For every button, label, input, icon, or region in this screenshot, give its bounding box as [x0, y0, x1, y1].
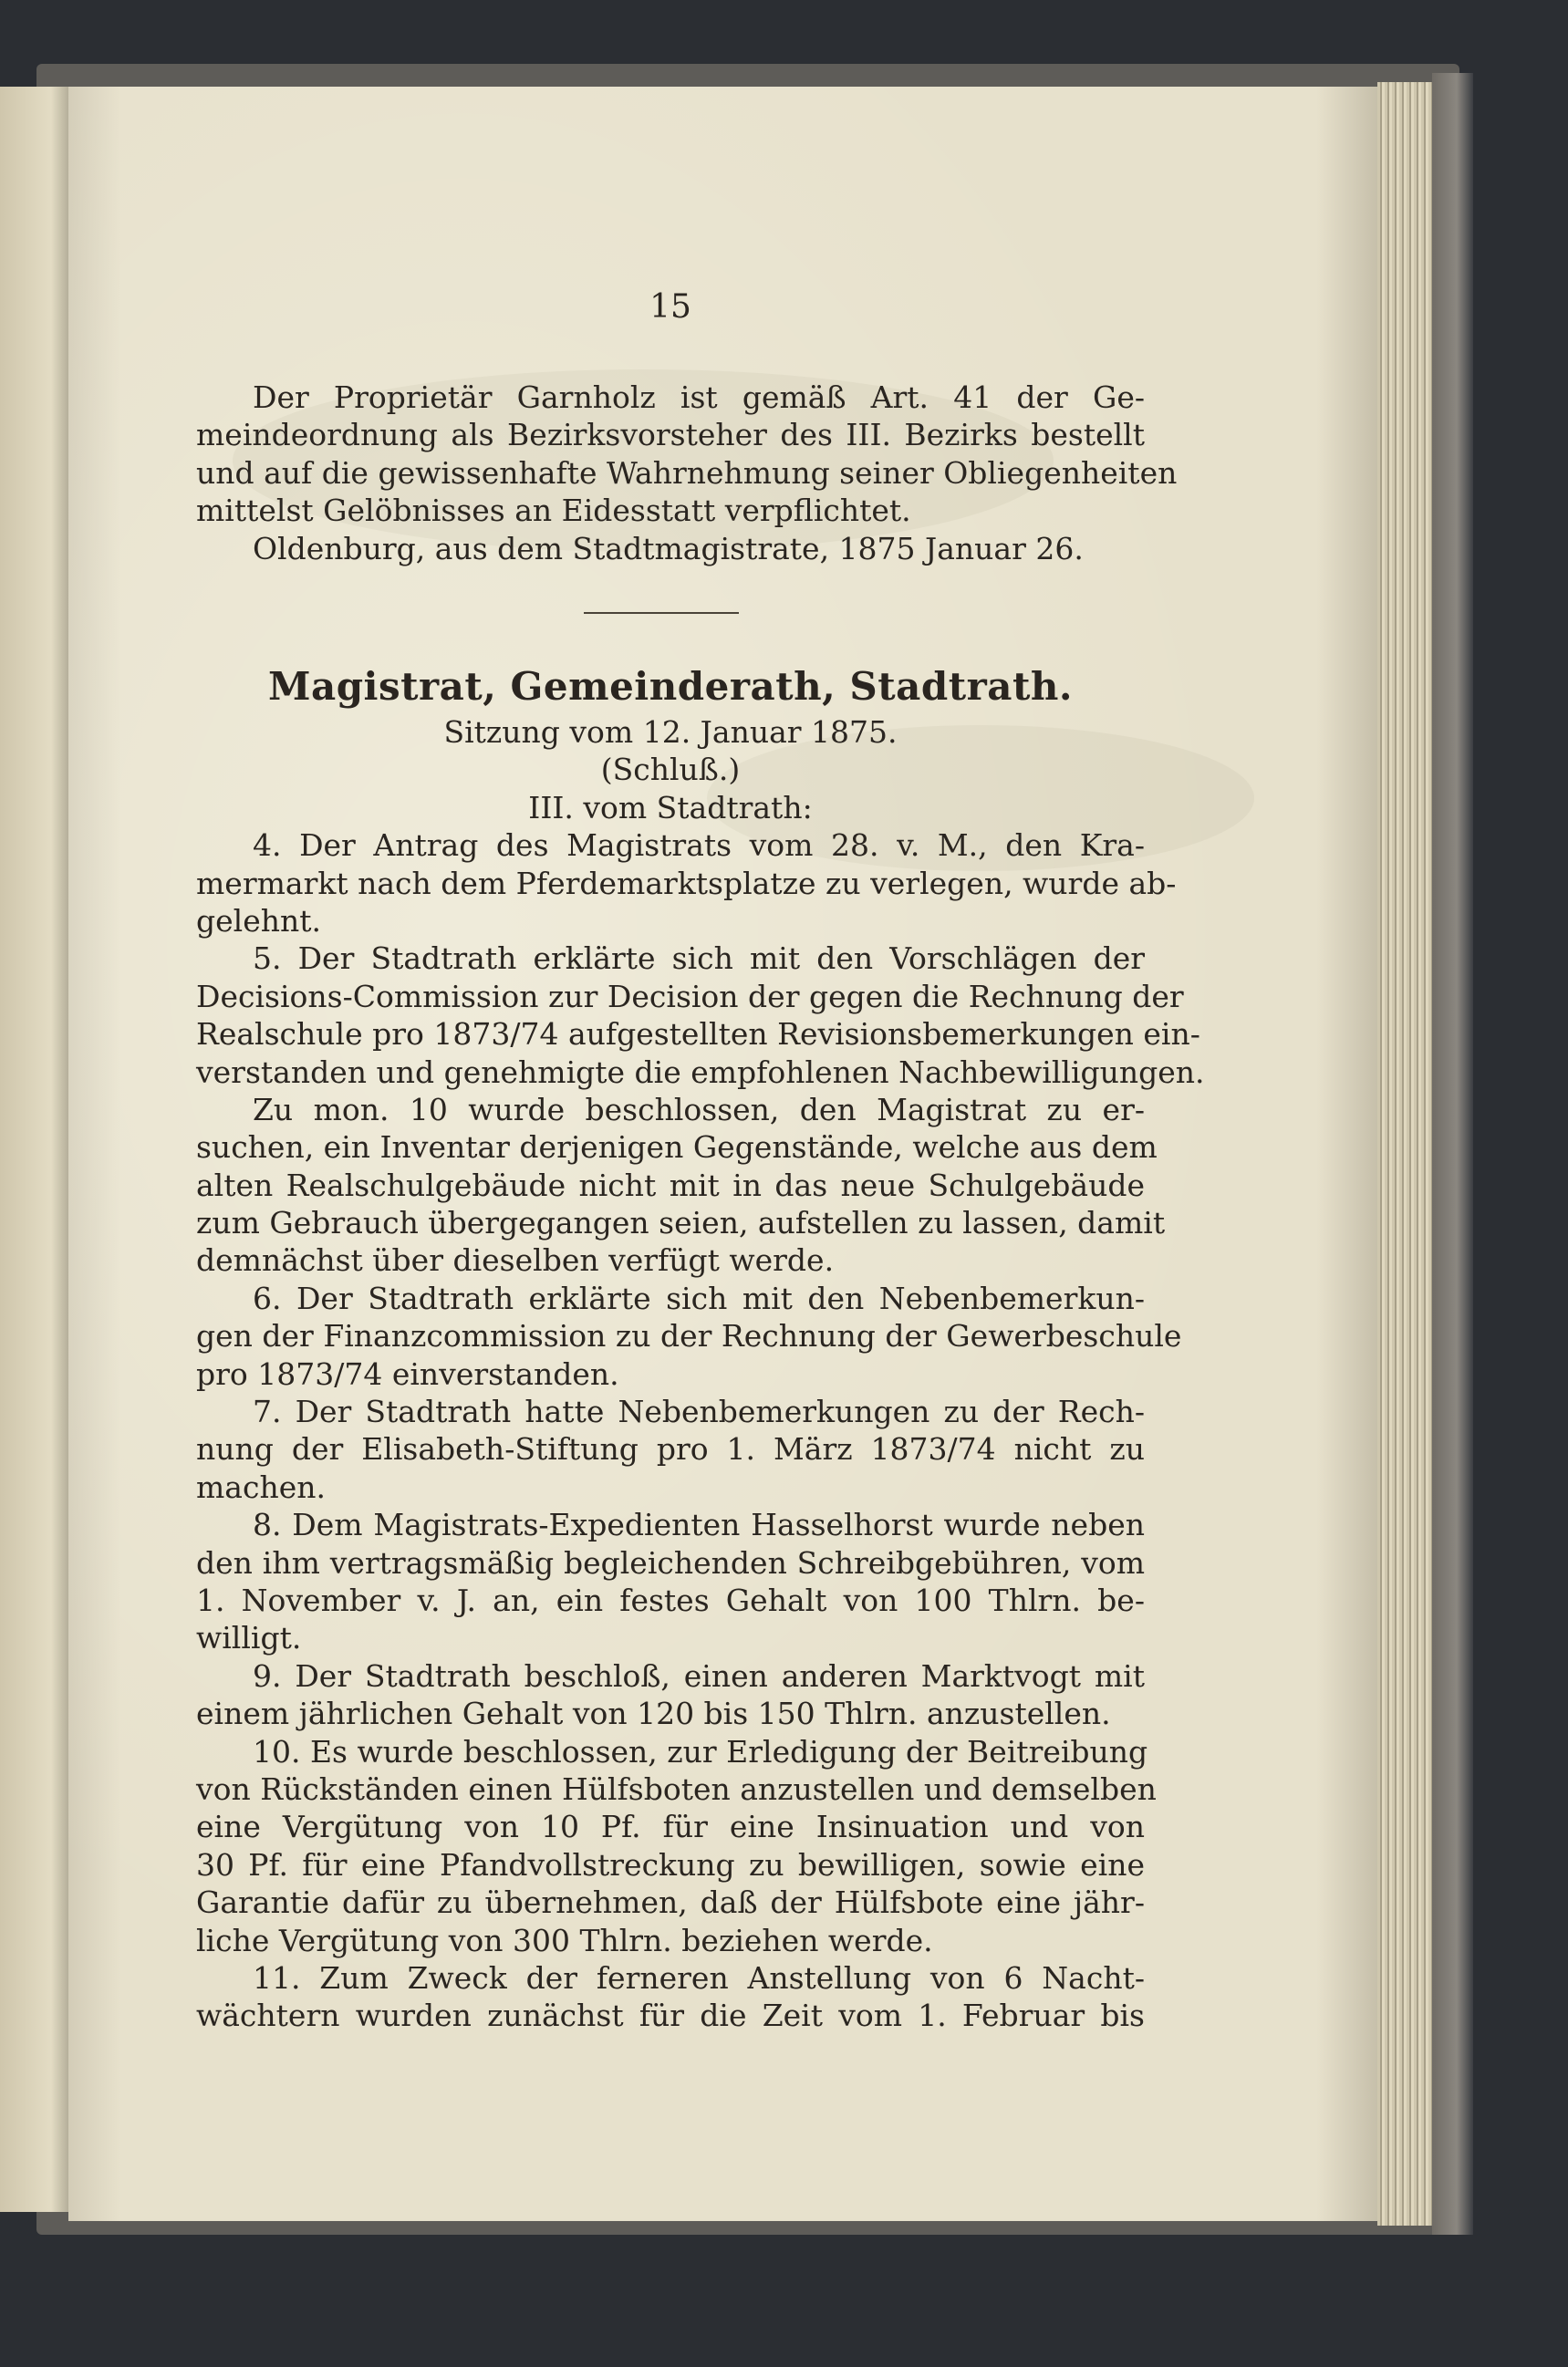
section-heading: Magistrat, Gemeinderath, Stadtrath. [267, 664, 1074, 709]
text-line: und auf die gewissenhafte Wahrnehmung seiner Obliegenheiten [196, 454, 1178, 491]
text-line: mittelst Gelöbnisses an Eidesstatt verpflichtet. [196, 493, 911, 529]
text-line: zum Gebrauch übergegangen seien, aufstellen zu lassen, damit [196, 1205, 1166, 1241]
text-line: 10. Es wurde beschlossen, zur Erledigung der Beitreibung [253, 1733, 1148, 1770]
text-line: mermarkt nach dem Pferdemarktsplatze zu verlegen, wurde ab- [196, 865, 1177, 901]
text-line: meindeordnung als Bezirksvorsteher des III. Bezirks bestellt [196, 417, 1145, 453]
text-line: Realschule pro 1873/74 aufgestellten Revisionsbemerkungen ein- [196, 1016, 1200, 1053]
section-divider-rule [584, 612, 739, 614]
page-number: 15 [649, 288, 691, 326]
book-spine-strip [1432, 73, 1473, 2235]
text-line: 1. November v. J. an, ein festes Gehalt von 100 Thlrn. be- [196, 1582, 1145, 1618]
page-text [196, 379, 1178, 567]
text-line: den ihm vertragsmäßig begleichenden Schreibgebühren, vom [196, 1544, 1145, 1581]
text-line: 11. Zum Zweck der ferneren Anstellung von 6 Nacht- [253, 1959, 1145, 1996]
text-line: von Rückständen einen Hülfsboten anzustellen und demselben [196, 1770, 1157, 1807]
body-paragraphs [196, 826, 1205, 2035]
text-line: 9. Der Stadtrath beschloß, einen anderen Marktvogt mit [253, 1657, 1145, 1694]
text-line: 30 Pf. für eine Pfandvollstreckung zu bewilligen, sowie eine [196, 1846, 1145, 1883]
section-block [196, 660, 1205, 2035]
text-line: alten Realschulgebäude nicht mit in das neue Schulgebäude [196, 1167, 1145, 1203]
text-line: liche Vergütung von 300 Thlrn. beziehen werde. [196, 1922, 933, 1958]
text-line: gelehnt. [196, 902, 321, 939]
session-subheading: Sitzung vom 12. Januar 1875. [443, 714, 898, 750]
subsection-title: III. vom Stadtrath: [528, 789, 813, 825]
text-line: wächtern wurden zunächst für die Zeit vom 1. Februar bis [196, 1998, 1145, 2034]
text-line: eine Vergütung von 10 Pf. für eine Insinuation und von [196, 1809, 1145, 1845]
text-line: Garantie dafür zu übernehmen, daß der Hülfsbote eine jähr- [196, 1884, 1145, 1921]
text-line: pro 1873/74 einverstanden. [196, 1355, 619, 1392]
text-line: 5. Der Stadtrath erklärte sich mit den Vorschlägen der [253, 940, 1145, 977]
text-line: willigt. [196, 1620, 302, 1656]
text-line: demnächst über dieselben verfügt werde. [196, 1242, 835, 1279]
text-line: Decisions-Commission zur Decision der gegen die Rechnung der [196, 978, 1184, 1014]
dateline: Oldenburg, aus dem Stadtmagistrate, 1875 Januar 26. [253, 530, 1084, 566]
text-line: 4. Der Antrag des Magistrats vom 28. v. M., den Kra- [253, 827, 1145, 864]
text-line: Zu mon. 10 wurde beschlossen, den Magistrat zu er- [253, 1091, 1145, 1127]
text-line: einem jährlichen Gehalt von 120 bis 150 Thlrn. anzustellen. [196, 1696, 1111, 1732]
text-line: 6. Der Stadtrath erklärte sich mit den Nebenbemerkun- [253, 1280, 1145, 1316]
text-line: suchen, ein Inventar derjenigen Gegenstände, welche aus dem [196, 1129, 1158, 1166]
text-line: machen. [196, 1469, 326, 1505]
text-line: nung der Elisabeth-Stiftung pro 1. März 1873/74 nicht zu [196, 1431, 1145, 1468]
text-line: Der Proprietär Garnholz ist gemäß Art. 41 der Ge- [253, 379, 1145, 415]
page-stack-edges [1377, 82, 1432, 2226]
continuation-note: (Schluß.) [600, 752, 741, 788]
text-line: 8. Dem Magistrats-Expedienten Hasselhorst wurde neben [253, 1507, 1145, 1543]
text-line: gen der Finanzcommission zu der Rechnung der Gewerbeschule [196, 1318, 1182, 1355]
left-page-edge [0, 87, 73, 2212]
text-line: verstanden und genehmigte die empfohlenen Nachbewilligungen. [196, 1054, 1205, 1090]
text-line: 7. Der Stadtrath hatte Nebenbemerkungen zu der Rech- [253, 1394, 1145, 1430]
